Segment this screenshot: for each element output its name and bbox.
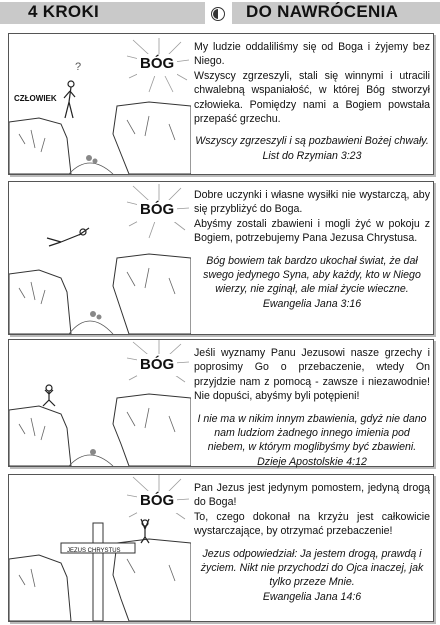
step-text [194,188,430,311]
step-panel-1 [8,33,434,175]
bible-reference: Ewangelia Jana 3:16 [262,297,362,310]
step-panel-3 [8,339,434,467]
step-text-body: To, czego dokonał na krzyżu jest całkowicie wystarczające, by otrzymać przebaczenie! [194,510,430,538]
step-text [194,346,430,469]
half-circle-icon [211,7,225,21]
bible-reference: Ewangelia Jana 14:6 [262,590,362,603]
step-text [194,481,430,604]
svg-text:?: ? [75,61,82,73]
bible-reference: List do Rzymian 3:23 [262,149,362,162]
god-label: BÓG [140,201,175,218]
god-label: BÓG [140,492,175,509]
step-text-body: Abyśmy zostali zbawieni i mogli żyć w pokoju z Bogiem, potrzebujemy Pana Jezusa Chrystusa. [194,217,430,245]
god-label: BÓG [140,356,175,373]
step-panel-4 [8,474,434,622]
bible-quote: Jezus odpowiedział: Ja jestem drogą, prawdą i życiem. Nikt nie przychodzi do Ojca inaczej, jak tylko przeze Mnie. [200,547,424,589]
god-label: BÓG [140,55,175,72]
person-label: CZŁOWIEK [14,94,57,103]
bible-quote: I nie ma w nikim innym zbawienia, gdyż nie dano nam ludziom żadnego innego imienia pod niebem, w którym moglibyśmy być zbawieni. [197,412,427,454]
cross-label: JEZUS CHRYSTUS [67,548,121,554]
page-header [0,0,440,26]
bible-quote: Wszyscy zgrzeszyli i są pozbawieni Bożej chwały. [195,135,429,148]
header-title-right: DO NAWRÓCENIA [246,2,399,21]
step-text [194,40,430,163]
header-title-left: 4 KROKI [28,2,100,21]
bible-reference: Dzieje Apostolskie 4:12 [257,455,367,468]
step-text-line: Dobre uczynki i własne wysiłki nie wystarczą, aby się przybliżyć do Boga. [194,189,430,216]
step-text-body: Jeśli wyznamy Panu Jezusowi nasze grzechy i poprosimy Go o przebaczenie, wtedy On przyjdzie nam z pomocą - zawsze i niezawodnie! Nie dopuści, abyśmy byli potępieni! [194,347,430,403]
step-text-line: My ludzie oddaliliśmy się od Boga i żyjemy bez Niego. [194,41,430,68]
bible-quote: Bóg bowiem tak bardzo ukochał świat, że dał swego jedynego Syna, aby każdy, kto w Niego wierzy, nie zginął, ale miał życie wieczne. [203,254,421,296]
step-panel-2 [8,181,434,335]
step-text-body: Wszyscy zgrzeszyli, stali się winnymi i utracili chwalebną wspaniałość, w której Bóg stworzył człowieka. Pomiędzy nami a Bogiem powstała przepaść grzechu. [194,69,430,126]
step-text-line: Pan Jezus jest jedynym pomostem, jedyną drogą do Boga! [194,482,430,509]
